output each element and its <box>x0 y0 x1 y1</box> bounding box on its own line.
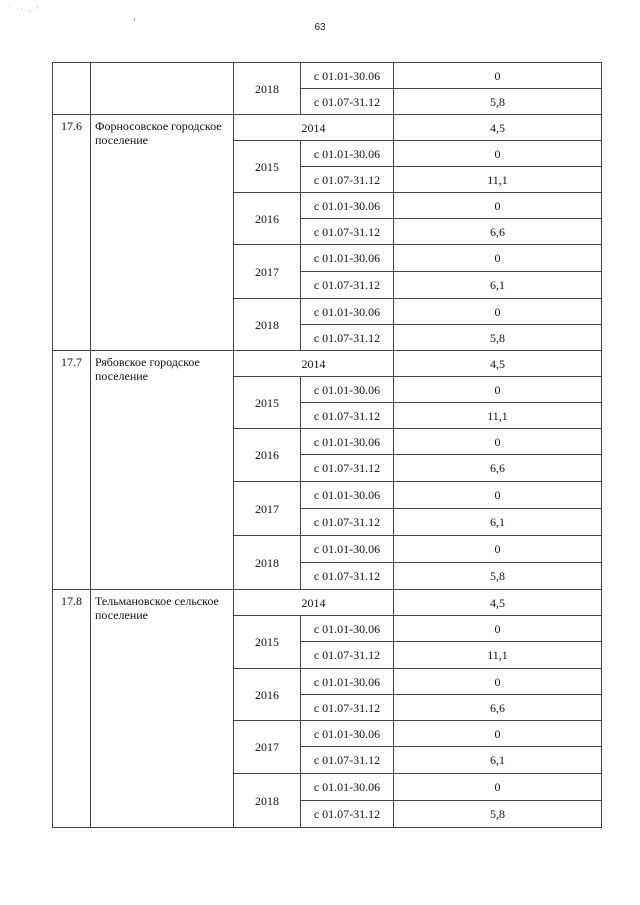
scan-corner-marks: ` ·· ,·' <box>8 6 41 13</box>
period-cell: с 01.07-31.12 <box>301 801 394 828</box>
year-cell: 2014 <box>234 590 394 616</box>
settlement-name: Тельмановское сельское поселение <box>91 590 234 828</box>
rate-value: 0 <box>394 377 602 403</box>
rate-value: 6,1 <box>394 272 602 299</box>
period-cell: с 01.01-30.06 <box>301 669 394 695</box>
rate-value: 6,1 <box>394 747 602 774</box>
row-number: 17.7 <box>53 351 91 590</box>
year-cell: 2015 <box>234 616 301 669</box>
rate-value: 0 <box>394 141 602 167</box>
period-cell: с 01.01-30.06 <box>301 245 394 272</box>
page-number: 63 <box>314 22 326 33</box>
row-number: 17.8 <box>53 590 91 828</box>
year-cell: 2018 <box>234 774 301 828</box>
period-cell: с 01.01-30.06 <box>301 536 394 563</box>
period-cell: с 01.01-30.06 <box>301 616 394 642</box>
rate-value: 4,5 <box>394 351 602 377</box>
rate-value: 6,6 <box>394 455 602 482</box>
period-cell: с 01.01-30.06 <box>301 721 394 747</box>
year-cell: 2018 <box>234 299 301 351</box>
period-cell: с 01.07-31.12 <box>301 563 394 590</box>
year-cell: 2016 <box>234 193 301 245</box>
rate-value: 0 <box>394 721 602 747</box>
row-number <box>53 63 91 115</box>
year-cell: 2016 <box>234 669 301 721</box>
period-cell: с 01.07-31.12 <box>301 272 394 299</box>
rate-value: 11,1 <box>394 167 602 193</box>
period-cell: с 01.01-30.06 <box>301 299 394 325</box>
rate-value: 5,8 <box>394 801 602 828</box>
period-cell: с 01.01-30.06 <box>301 193 394 219</box>
period-cell: с 01.07-31.12 <box>301 89 394 115</box>
year-cell: 2017 <box>234 482 301 536</box>
rate-value: 5,8 <box>394 89 602 115</box>
period-cell: с 01.07-31.12 <box>301 509 394 536</box>
rate-value: 6,6 <box>394 695 602 721</box>
period-cell: с 01.07-31.12 <box>301 325 394 351</box>
rate-value: 0 <box>394 616 602 642</box>
year-cell: 2015 <box>234 141 301 193</box>
period-cell: с 01.01-30.06 <box>301 774 394 801</box>
period-cell: с 01.07-31.12 <box>301 695 394 721</box>
rate-value: 0 <box>394 774 602 801</box>
rate-value: 4,5 <box>394 590 602 616</box>
period-cell: с 01.07-31.12 <box>301 455 394 482</box>
period-cell: с 01.07-31.12 <box>301 167 394 193</box>
year-cell: 2017 <box>234 721 301 774</box>
settlement-name: Форносовское городское поселение <box>91 115 234 351</box>
period-cell: с 01.01-30.06 <box>301 141 394 167</box>
period-cell: с 01.01-30.06 <box>301 377 394 403</box>
rate-value: 0 <box>394 669 602 695</box>
year-cell: 2015 <box>234 377 301 429</box>
year-cell: 2014 <box>234 351 394 377</box>
period-cell: с 01.07-31.12 <box>301 219 394 245</box>
row-number: 17.6 <box>53 115 91 351</box>
period-cell: с 01.07-31.12 <box>301 747 394 774</box>
period-cell: с 01.07-31.12 <box>301 642 394 669</box>
rate-value: 0 <box>394 63 602 89</box>
period-cell: с 01.01-30.06 <box>301 482 394 509</box>
rate-value: 0 <box>394 299 602 325</box>
period-cell: с 01.01-30.06 <box>301 63 394 89</box>
table-row <box>53 351 602 377</box>
year-cell: 2017 <box>234 245 301 299</box>
table-row <box>53 63 602 89</box>
rate-value: 0 <box>394 193 602 219</box>
rate-value: 0 <box>394 536 602 563</box>
rates-table-body <box>53 63 602 828</box>
year-cell: 2014 <box>234 115 394 141</box>
rate-value: 11,1 <box>394 642 602 669</box>
settlement-name: Рябовское городское поселение <box>91 351 234 590</box>
settlement-name <box>91 63 234 115</box>
rate-value: 6,6 <box>394 219 602 245</box>
rate-value: 4,5 <box>394 115 602 141</box>
period-cell: с 01.07-31.12 <box>301 403 394 429</box>
rate-value: 5,8 <box>394 563 602 590</box>
year-cell: 2018 <box>234 63 301 115</box>
rate-value: 11,1 <box>394 403 602 429</box>
year-cell: 2018 <box>234 536 301 590</box>
rate-value: 0 <box>394 245 602 272</box>
table-row <box>53 115 602 141</box>
year-cell: 2016 <box>234 429 301 482</box>
period-cell: с 01.01-30.06 <box>301 429 394 455</box>
table-row <box>53 590 602 616</box>
rate-value: 0 <box>394 482 602 509</box>
scan-speck <box>134 18 135 21</box>
rates-table <box>52 62 602 828</box>
rate-value: 5,8 <box>394 325 602 351</box>
rate-value: 0 <box>394 429 602 455</box>
rate-value: 6,1 <box>394 509 602 536</box>
